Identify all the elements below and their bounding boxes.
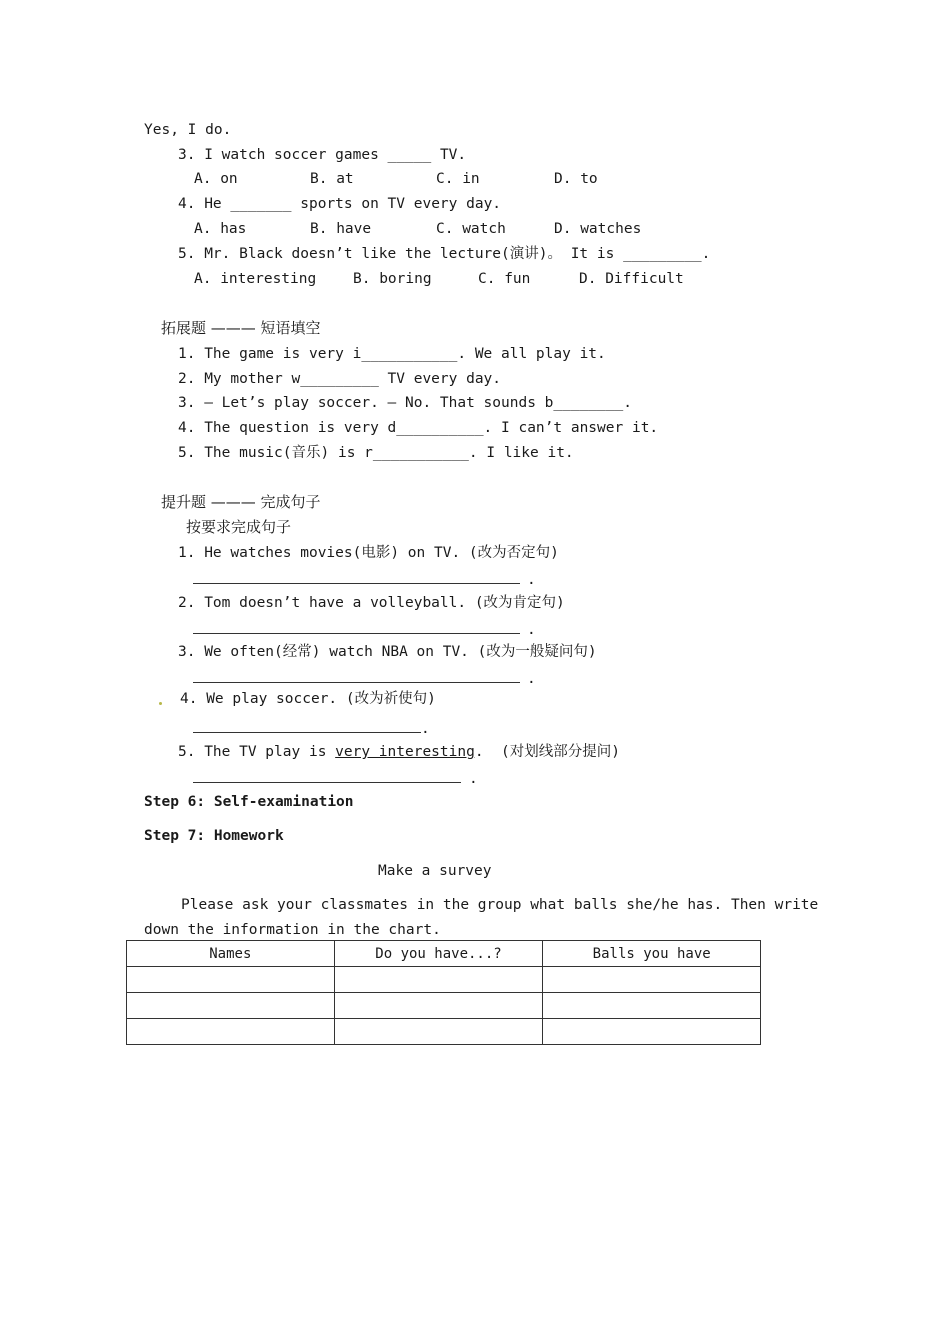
table-row [127, 993, 761, 1019]
mc-question-3: 3. I watch soccer games _____ TV. [178, 147, 467, 163]
mc-option: B. at [310, 171, 354, 187]
table-cell[interactable] [127, 967, 335, 993]
mc-option: C. in [436, 171, 480, 187]
step-7-heading: Step 7: Homework [144, 828, 284, 844]
underlined-phrase: very interesting [335, 744, 475, 760]
table-row [127, 1019, 761, 1045]
answer-line[interactable] [193, 633, 520, 634]
survey-title: Make a survey [378, 863, 492, 879]
table-header-do-you-have: Do you have...? [334, 941, 543, 967]
mc-option: A. on [194, 171, 238, 187]
mc-option: C. fun [478, 271, 531, 287]
answer-line-period: . [527, 572, 536, 588]
table-cell[interactable] [543, 967, 761, 993]
mc-option: D. watches [554, 221, 642, 237]
advanced-title: 提升题 ——— 完成句子 [161, 493, 321, 511]
ext-item: 4. The question is very d__________. I can’t answer it. [178, 420, 659, 436]
answer-line-period: . [421, 721, 430, 737]
survey-table [126, 940, 761, 1045]
survey-instruction-cont: down the information in the chart. [144, 922, 441, 938]
table-cell[interactable] [334, 1019, 543, 1045]
mc-question-4: 4. He _______ sports on TV every day. [178, 196, 502, 212]
mc-option: A. has [194, 221, 247, 237]
mc-option: C. watch [436, 221, 506, 237]
mc-option: D. to [554, 171, 598, 187]
answer-line[interactable] [193, 682, 520, 683]
extension-title: 拓展题 ——— 短语填空 [161, 319, 321, 337]
table-cell[interactable] [543, 993, 761, 1019]
previous-answer: Yes, I do. [144, 122, 232, 138]
table-cell[interactable] [334, 993, 543, 1019]
adv-item: 1. He watches movies(电影) on TV. (改为否定句) [178, 545, 559, 561]
mc-option: D. Difficult [579, 271, 684, 287]
table-cell[interactable] [543, 1019, 761, 1045]
table-cell[interactable] [334, 967, 543, 993]
answer-line-period: . [469, 771, 478, 787]
adv-item: 2. Tom doesn’t have a volleyball. (改为肯定句) [178, 595, 565, 611]
mc-option: B. boring [353, 271, 432, 287]
table-header-row [127, 941, 761, 967]
survey-instruction: Please ask your classmates in the group what balls she/he has. Then write [181, 897, 819, 913]
adv-item: 4. We play soccer. (改为祈使句) [180, 691, 436, 707]
mc-question-5: 5. Mr. Black doesn’t like the lecture(演讲)。 It is _________. [178, 246, 711, 262]
answer-line-period: . [527, 622, 536, 638]
ext-item: 3. — Let’s play soccer. — No. That sounds b________. [178, 395, 632, 411]
ext-item: 1. The game is very i___________. We all play it. [178, 346, 606, 362]
table-row [127, 967, 761, 993]
answer-line[interactable] [193, 782, 461, 783]
table-cell[interactable] [127, 1019, 335, 1045]
adv-item: 5. The TV play is very interesting. (对划线部分提问) [178, 744, 620, 760]
answer-line-period: . [527, 671, 536, 687]
advanced-subtitle: 按要求完成句子 [186, 518, 292, 536]
ext-item: 5. The music(音乐) is r___________. I like it. [178, 445, 574, 461]
step-6-heading: Step 6: Self-examination [144, 794, 354, 810]
table-header-balls: Balls you have [543, 941, 761, 967]
table-header-names: Names [127, 941, 335, 967]
answer-line[interactable] [193, 583, 520, 584]
table-cell[interactable] [127, 993, 335, 1019]
speck-mark [159, 702, 162, 705]
adv-item: 3. We often(经常) watch NBA on TV. (改为一般疑问句) [178, 644, 597, 660]
mc-option: B. have [310, 221, 372, 237]
mc-option: A. interesting [194, 271, 317, 287]
ext-item: 2. My mother w_________ TV every day. [178, 371, 502, 387]
answer-line[interactable] [193, 732, 421, 733]
